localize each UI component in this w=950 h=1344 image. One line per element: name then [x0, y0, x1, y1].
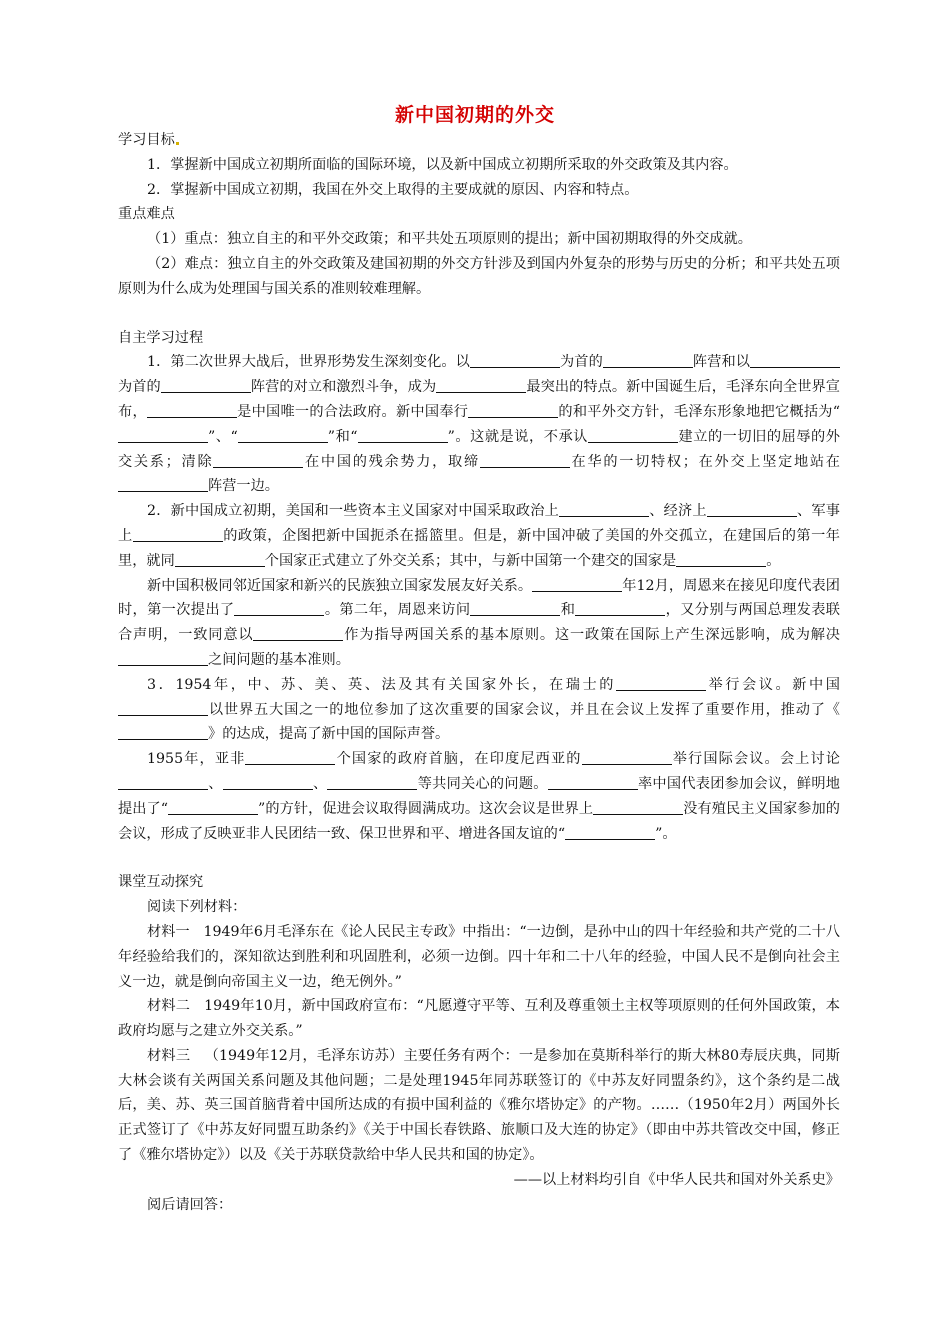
material-3-label: 材料三 — [147, 1047, 191, 1064]
text-run: 3．1954年，中、苏、美、英、法及其有关国家外长，在瑞士的 — [147, 676, 616, 693]
fill-blank[interactable] — [118, 476, 208, 492]
paragraph-4 — [118, 673, 840, 747]
fill-blank[interactable] — [676, 551, 766, 567]
fill-blank[interactable] — [118, 427, 208, 443]
fill-blank[interactable] — [118, 774, 208, 790]
text-run: ”、“ — [208, 428, 238, 445]
text-run: 率中国代表团参加会议，鲜明地提出了“ — [118, 775, 840, 817]
fill-blank[interactable] — [327, 774, 417, 790]
fill-blank[interactable] — [168, 799, 258, 815]
text-run: 》的达成，提高了新中国的国际声誉。 — [208, 726, 450, 743]
material-2-text: 1949年10月，新中国政府宣布：“凡愿遵守平等、互利及尊重领土主权等项原则的任何外国政策，本政府均愿与之建立外交关系。” — [118, 998, 840, 1040]
text-run: 在中国的残余势力，取缔 — [303, 453, 480, 470]
text-run: 1．第二次世界大战后，世界形势发生深刻变化。以 — [147, 354, 470, 371]
text-run: 之间问题的基本准则。 — [208, 651, 350, 668]
text-run: 作为指导两国关系的基本原则。这一政策在国际上产生深远影响，成为解决 — [343, 627, 840, 644]
text-run: 为首的 — [118, 379, 161, 396]
fill-blank[interactable] — [470, 600, 560, 616]
text-run: 的政策，企图把新中国扼杀在摇篮里。但是，新中国冲破了美国的外交孤立，在建国后的第一年里，就同 — [118, 527, 840, 569]
answer-prompt: 阅后请回答： — [147, 1196, 233, 1213]
text-run: 阵营的对立和激烈斗争，成为 — [250, 379, 437, 396]
fill-blank[interactable] — [234, 600, 324, 616]
material-3 — [118, 1044, 840, 1168]
text-run: 和 — [560, 602, 576, 619]
fill-blank[interactable] — [436, 377, 526, 393]
material-source: ——以上材料均引自《中华人民共和国对外关系史》 — [513, 1171, 840, 1188]
text-run: 1955年，亚非 — [147, 751, 246, 768]
fill-blank[interactable] — [245, 749, 335, 765]
fill-blank[interactable] — [118, 700, 208, 716]
fill-blank[interactable] — [118, 724, 208, 740]
keypoint-item: （2）难点：独立自主的外交政策及建国初期的外交方针涉及到国内外复杂的形势与历史的分析；和平共处五项原则为什么成为处理国与国关系的准则较难理解。 — [118, 255, 840, 297]
text-run: 。 — [766, 552, 781, 569]
spacer — [118, 302, 840, 326]
text-run: 在华的一切特权；在外交上坚定地站在 — [569, 453, 840, 470]
fill-blank[interactable] — [750, 352, 840, 368]
fill-blank[interactable] — [575, 600, 665, 616]
text-run: 等共同关心的问题。 — [417, 775, 548, 792]
fill-blank[interactable] — [593, 799, 683, 815]
spacer — [118, 846, 840, 870]
document-body — [118, 128, 840, 1217]
paragraph-3 — [118, 574, 840, 673]
material-1-text: 1949年6月毛泽东在《论人民民主专政》中指出：“一边倒，是孙中山的四十年经验和共产党的二十八年经验给我们的，深知欲达到胜利和巩固胜利，必须一边倒。四十年和二十八年的经验，中国人民不是倒向社会主义一边，就是倒向帝国主义一边，绝无例外。” — [118, 923, 840, 990]
text-run: 新中国积极同邻近国家和新兴的民族独立国家发展友好关系。 — [147, 577, 533, 594]
keypoints-heading: 重点难点 — [118, 206, 175, 223]
text-run: 是中国唯一的合法政府。新中国奉行 — [236, 403, 469, 420]
fill-blank[interactable] — [588, 427, 678, 443]
text-run: 举行国际会议。会上讨论 — [671, 751, 840, 768]
document-title: 新中国初期的外交 — [394, 104, 555, 126]
text-run: 、 — [312, 775, 328, 792]
text-run: 阵营和以 — [692, 354, 750, 371]
text-run: 、经济上 — [649, 503, 707, 520]
paragraph-2 — [118, 499, 840, 573]
material-3-text: （1949年12月，毛泽东访苏）主要任务有两个：一是参加在莫斯科举行的斯大林80寿辰庆典，同斯大林会谈有关两国关系问题及其他问题；二是处理1945年同苏联签订的《中苏友好同盟条约》，这个条约是二战后，美、苏、英三国首脑背着中国所达成的有损中国利益的《雅尔塔协定》的产物。……（1950年2月）两国外长正式签订了《中苏友好同盟互助条约》《关于中国长春铁路、旅顺口及大连的协定》（即由中苏共管改交中国，修正了《雅尔塔协定》）以及《关于苏联贷款给中华人民共和国的协定》。 — [118, 1047, 840, 1164]
text-run: ”和“ — [327, 428, 358, 445]
text-run: 举行会议。新中国 — [706, 676, 840, 693]
text-run: ”的方针，促进会议取得圆满成功。这次会议是世界上 — [258, 800, 594, 817]
self-study-heading: 自主学习过程 — [118, 329, 204, 346]
goals-heading — [118, 128, 840, 153]
text-run: ”。 — [655, 825, 677, 842]
text-run: 没有殖民主义国家参加的会议，形成了反映亚非人民团结一致、保卫世界和平、增进各国友谊的“ — [118, 800, 840, 842]
fill-blank[interactable] — [213, 452, 303, 468]
text-run: 年12月，周恩来在接见印度代表团时，第一次提出了 — [118, 577, 840, 619]
text-run: 、军事上 — [118, 503, 840, 544]
fill-blank[interactable] — [223, 774, 313, 790]
text-run: 阵营一边。 — [208, 478, 279, 495]
fill-blank[interactable] — [565, 824, 655, 840]
fill-blank[interactable] — [470, 352, 560, 368]
reading-intro: 阅读下列材料： — [147, 899, 247, 916]
fill-blank[interactable] — [358, 427, 448, 443]
material-2-label: 材料二 — [147, 998, 191, 1015]
text-run: 建立的一切旧的屈辱的外交关系；清除 — [118, 428, 840, 470]
fill-blank[interactable] — [238, 427, 328, 443]
fill-blank[interactable] — [548, 774, 638, 790]
fill-blank[interactable] — [161, 377, 251, 393]
text-run: 最突出的特点。新中国诞生后，毛泽东向全世界宣布， — [118, 379, 840, 420]
text-run: ，又分别与两国总理发表联合声明，一致同意以 — [118, 602, 840, 644]
keypoint-item: （1）重点：独立自主的和平外交政策；和平共处五项原则的提出；新中国初期取得的外交成就。 — [147, 231, 752, 248]
material-2 — [118, 994, 840, 1044]
fill-blank[interactable] — [559, 501, 649, 517]
text-run: ”。这就是说，不承认 — [447, 428, 588, 445]
text-run: 以世界五大国之一的地位参加了这次重要的国家会议，并且在会议上发挥了重要作用，推动了《 — [208, 701, 840, 718]
goal-item: 1．掌握新中国成立初期所面临的国际环境，以及新中国成立初期所采取的外交政策及其内容。 — [147, 156, 738, 173]
fill-blank[interactable] — [133, 526, 223, 542]
material-1-label: 材料一 — [147, 923, 190, 940]
marker-dot — [176, 142, 179, 145]
fill-blank[interactable] — [603, 352, 693, 368]
fill-blank[interactable] — [175, 551, 265, 567]
text-run: 。第二年，周恩来访问 — [324, 602, 471, 619]
paragraph-1 — [118, 350, 840, 499]
text-run: 2．新中国成立初期，美国和一些资本主义国家对中国采取政治上 — [147, 503, 560, 520]
goals-heading-text: 学习目标 — [118, 132, 175, 148]
fill-blank[interactable] — [532, 576, 622, 592]
fill-blank[interactable] — [582, 749, 672, 765]
text-run: 、 — [208, 775, 223, 792]
fill-blank[interactable] — [147, 402, 237, 418]
text-run: 为首的 — [559, 354, 603, 371]
goal-item: 2．掌握新中国成立初期，我国在外交上取得的主要成就的原因、内容和特点。 — [147, 181, 639, 198]
fill-blank[interactable] — [707, 501, 797, 517]
material-1 — [118, 920, 840, 994]
fill-blank[interactable] — [118, 650, 208, 666]
interactive-heading: 课堂互动探究 — [118, 874, 204, 891]
text-run: 个国家正式建立了外交关系；其中，与新中国第一个建交的国家是 — [264, 552, 677, 569]
text-run: 的和平外交方针，毛泽东形象地把它概括为“ — [558, 403, 840, 420]
fill-blank[interactable] — [480, 452, 570, 468]
text-run: 个国家的政府首脑，在印度尼西亚的 — [335, 751, 582, 768]
fill-blank[interactable] — [468, 402, 558, 418]
fill-blank[interactable] — [253, 625, 343, 641]
paragraph-5 — [118, 747, 840, 846]
fill-blank[interactable] — [616, 675, 706, 691]
